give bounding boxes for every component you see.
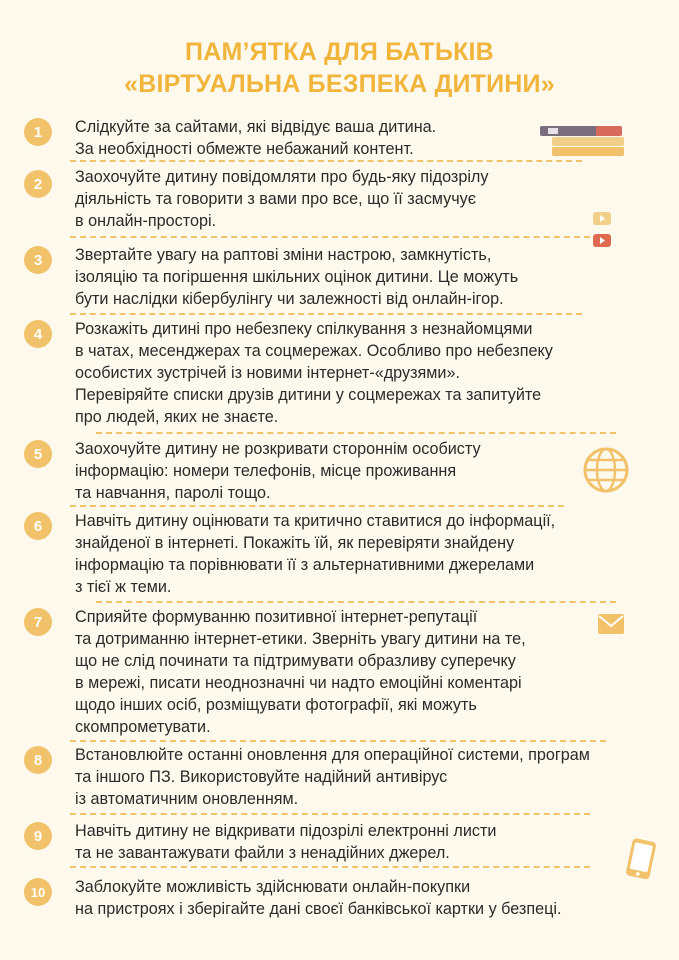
dashed-divider (70, 866, 590, 868)
item-line: в мережі, писати неоднозначні чи надто емоційні коментарі (75, 674, 522, 692)
list-item (75, 166, 635, 232)
item-number-badge: 5 (24, 440, 52, 468)
dashed-divider (70, 813, 590, 815)
item-line: ізоляцію та погіршення шкільних оцінок дитини. Це можуть (75, 268, 519, 286)
video-play-icon (591, 210, 613, 250)
item-line: про людей, яких не знаєте. (75, 408, 279, 426)
item-number-badge: 6 (24, 512, 52, 540)
item-line: та іншого ПЗ. Використовуйте надійний антивірус (75, 768, 448, 786)
item-line: Заблокуйте можливість здійснювати онлайн-покупки (75, 878, 471, 896)
list-item (75, 318, 635, 428)
item-line: та дотриманню інтернет-етики. Зверніть увагу дитини на те, (75, 630, 526, 648)
list-item (75, 820, 635, 864)
list-item (75, 606, 635, 738)
page-title-line1: ПАМ’ЯТКА ДЛЯ БАТЬКІВ (185, 38, 494, 66)
list-item (75, 744, 635, 810)
dashed-divider (70, 236, 590, 238)
item-line: Встановлюйте останні оновлення для операційної системи, програм (75, 746, 590, 764)
dashed-divider (96, 601, 616, 603)
item-line: на пристроях і зберігайте дані своєї банківської картки у безпеці. (75, 900, 562, 918)
dashed-divider (70, 313, 582, 315)
item-line: бути наслідки кібербулінгу чи залежності від онлайн-ігор. (75, 290, 504, 308)
item-line: щодо інших осіб, розміщувати фотографії, які можуть (75, 696, 477, 714)
item-number-badge: 9 (24, 822, 52, 850)
item-number-badge: 10 (24, 878, 52, 906)
item-number-badge: 4 (24, 320, 52, 348)
item-line: та не завантажувати файли з ненадійних джерел. (75, 844, 450, 862)
dashed-divider (70, 160, 582, 162)
item-line: скомпрометувати. (75, 718, 211, 736)
item-line: Заохочуйте дитину не розкривати стороннім особисту (75, 440, 481, 458)
item-line: із автоматичним оновленням. (75, 790, 299, 808)
item-line: з тієї ж теми. (75, 578, 172, 596)
item-line: інформацію та порівнювати її з альтернативними джерелами (75, 556, 535, 574)
item-line: Звертайте увагу на раптові зміни настрою, замкнутість, (75, 246, 492, 264)
item-line: Навчіть дитину не відкривати підозрілі електронні листи (75, 822, 497, 840)
envelope-icon (597, 613, 625, 635)
item-number-badge: 3 (24, 246, 52, 274)
dashed-divider (96, 432, 616, 434)
list-item (75, 438, 635, 504)
globe-icon (582, 446, 630, 494)
dashed-divider (70, 505, 564, 507)
list-item (75, 510, 635, 598)
item-line: Розкажіть дитині про небезпеку спілкування з незнайомцями (75, 320, 533, 338)
item-line: Перевіряйте списки друзів дитини у соцмережах та запитуйте (75, 386, 542, 404)
page-title-line2: «ВІРТУАЛЬНА БЕЗПЕКА ДИТИНИ» (124, 70, 555, 98)
dashed-divider (70, 740, 606, 742)
item-line: знайденої в інтернеті. Покажіть їй, як перевіряти знайдену (75, 534, 515, 552)
item-line: що не слід починати та підтримувати образливу суперечку (75, 652, 516, 670)
item-line: Навчіть дитину оцінювати та критично ставитися до інформації, (75, 512, 556, 530)
books-icon (538, 124, 628, 158)
item-number-badge: 2 (24, 170, 52, 198)
item-line: в чатах, месенджерах та соцмережах. Особливо про небезпеку (75, 342, 553, 360)
item-number-badge: 7 (24, 608, 52, 636)
list-item (75, 244, 635, 310)
item-line: Слідкуйте за сайтами, які відвідує ваша дитина. (75, 118, 437, 136)
item-line: інформацію: номери телефонів, місце проживання (75, 462, 457, 480)
item-line: в онлайн-просторі. (75, 212, 217, 230)
item-line: особистих зустрічей із новими інтернет-«друзями». (75, 364, 460, 382)
item-number-badge: 1 (24, 118, 52, 146)
item-line: діяльність та говорити з вами про все, що її засмучує (75, 190, 476, 208)
item-line: Сприяйте формуванню позитивної інтернет-репутації (75, 608, 478, 626)
item-line: За необхідності обмежте небажаний контент. (75, 140, 414, 158)
list-item (75, 876, 635, 920)
item-line: Заохочуйте дитину повідомляти про будь-яку підозрілу (75, 168, 489, 186)
item-number-badge: 8 (24, 746, 52, 774)
item-line: та навчання, паролі тощо. (75, 484, 271, 502)
